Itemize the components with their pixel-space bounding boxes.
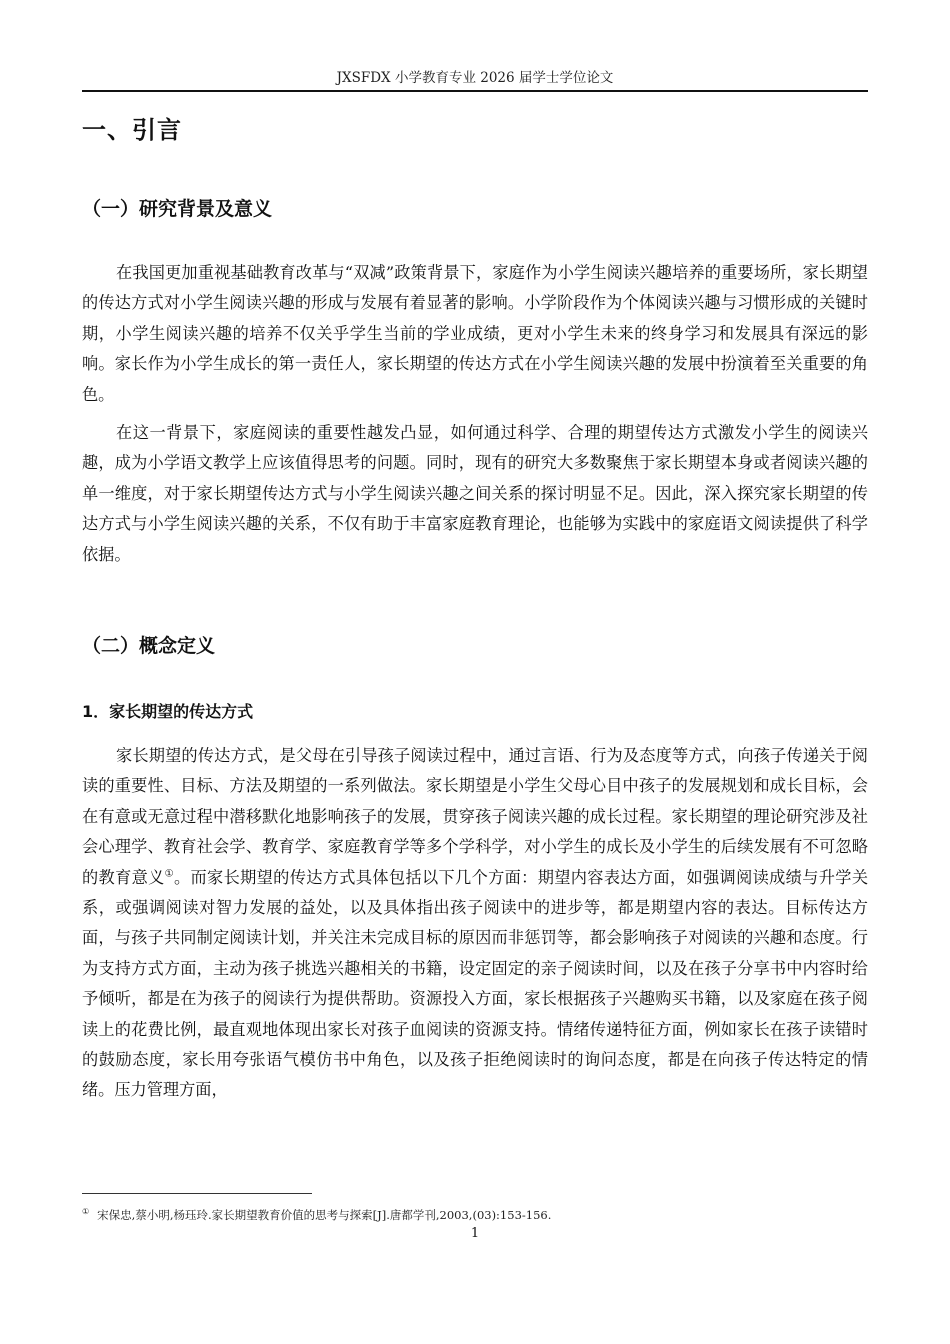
footnote-rule (82, 1193, 312, 1194)
paragraph-background-2: 在这一背景下，家庭阅读的重要性越发凸显，如何通过科学、合理的期望传达方式激发小学生的阅读兴趣，成为小学语文教学上应该值得思考的问题。同时，现有的研究大多数聚焦于家长期望本身或者阅读兴趣的单一维度，对于家长期望传达方式与小学生阅读兴趣之间关系的探讨明显不足。因此，深入探究家长期望的传达方式与小学生阅读兴趣的关系，不仅有助于丰富家庭教育理论，也能够为实践中的家庭语文阅读提供了科学依据。 (82, 423, 868, 564)
footnote (82, 1208, 868, 1223)
definition-text-part2: 。而家长期望的传达方式具体包括以下几个方面：期望内容表达方面，如强调阅读成绩与升学关系，或强调阅读对智力发展的益处，以及具体指出孩子阅读中的进步等，都是期望内容的表达。目标传达方面，与孩子共同制定阅读计划，并关注未完成目标的原因而非惩罚等，都会影响孩子对阅读的兴趣和态度。行为支持方式方面，主动为孩子挑选兴趣相关的书籍，设定固定的亲子阅读时间，以及在孩子分享书中内容时给予倾听，都是在为孩子的阅读行为提供帮助。资源投入方面，家长根据孩子兴趣购买书籍，以及家庭在孩子阅读上的花费比例，最直观地体现出家长对孩子血阅读的资源支持。情绪传递特征方面，例如家长在孩子读错时的鼓励态度，家长用夸张语气模仿书中角色，以及孩子拒绝阅读时的询问态度，都是在向孩子传达特定的情绪。压力管理方面， (82, 867, 869, 1100)
item-title-parent-expectation: 1．家长期望的传达方式 (82, 702, 254, 721)
footnote-mark: ① (82, 1207, 90, 1217)
subsection-title-background: （一）研究背景及意义 (82, 198, 273, 220)
subsection-title-concepts: （二）概念定义 (82, 635, 216, 657)
page-number: 1 (470, 1226, 480, 1241)
section-title: 一、引言 (82, 116, 182, 144)
page-header: JXSFDX 小学教育专业 2026 届学士学位论文 (336, 70, 614, 86)
paragraph-definition (82, 741, 868, 1106)
definition-text-part1: 家长期望的传达方式，是父母在引导孩子阅读过程中，通过言语、行为及态度等方式，向孩子传递关于阅读的重要性、目标、方法及期望的一系列做法。家长期望是小学生父母心目中孩子的发展规划和成长目标，会在有意或无意过程中潜移默化地影响孩子的发展，贯穿孩子阅读兴趣的成长过程。家长期望的理论研究涉及社会心理学、教育社会学、教育学、家庭教育学等多个学科学，对小学生的成长及小学生的后续发展有不可忽略的教育意义 (82, 746, 868, 887)
paragraph-background-1: 在我国更加重视基础教育改革与“双减”政策背景下，家庭作为小学生阅读兴趣培养的重要场所，家长期望的传达方式对小学生阅读兴趣的形成与发展有着显著的影响。小学阶段作为个体阅读兴趣与习惯形成的关键时期，小学生阅读兴趣的培养不仅关乎学生当前的学业成绩，更对小学生未来的终身学习和发展具有深远的影响。家长作为小学生成长的第一责任人，家长期望的传达方式在小学生阅读兴趣的发展中扮演着至关重要的角色。 (82, 263, 868, 404)
footnote-text: 宋保忠,蔡小明,杨珏玲.家长期望教育价值的思考与探索[J].唐都学刊,2003,(03):153-156. (97, 1208, 552, 1222)
footnote-reference-mark[interactable]: ① (164, 868, 174, 880)
header-rule (82, 90, 868, 92)
